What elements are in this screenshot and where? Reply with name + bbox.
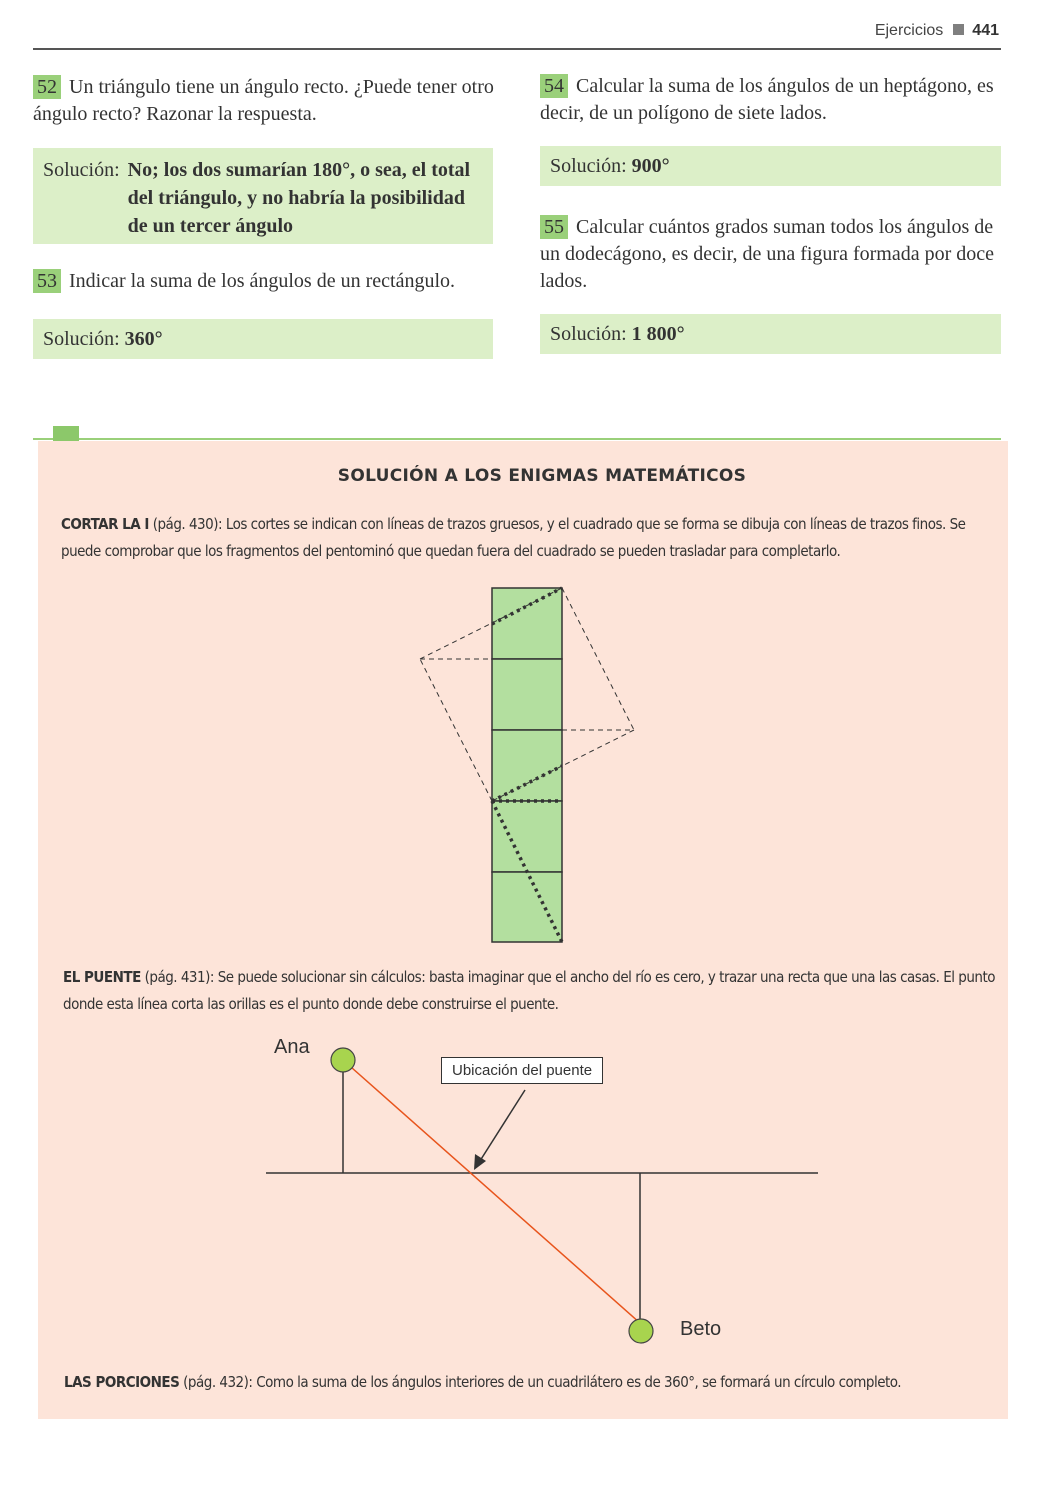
callout-arrow [478, 1090, 525, 1164]
exercise-number-badge: 52 [33, 75, 61, 99]
solution-box-55 [540, 314, 1001, 354]
porciones-text: Como la suma de los ángulos interiores de un cuadrilátero es de 360°, se formará un círculo completo. [256, 1373, 902, 1391]
page-header [875, 22, 999, 40]
bridge-path-line [343, 1060, 640, 1323]
cortar-title: CORTAR LA I [61, 515, 149, 533]
solution-box-52 [33, 148, 493, 244]
solution-label: Solución: [43, 159, 120, 181]
solution-box-53 [33, 319, 493, 359]
pentomino-diagram [410, 580, 650, 950]
beto-house-marker [629, 1319, 653, 1343]
solution-label: Solución: [43, 328, 120, 350]
pentomino-square-4 [492, 801, 562, 872]
porciones-title: LAS PORCIONES [64, 1373, 180, 1391]
solution-text: 900° [631, 155, 670, 177]
porciones-paragraph [64, 1369, 999, 1396]
puente-title: EL PUENTE [63, 968, 141, 986]
exercise-number-badge: 54 [540, 74, 568, 98]
exercise-54 [540, 73, 1002, 127]
cortar-paragraph [61, 511, 996, 565]
solution-text: 1 800° [631, 323, 685, 345]
exercise-text: Calcular cuántos grados suman todos los ángulos de un dodecágono, es decir, de una figura formada por doce lados. [540, 216, 995, 292]
pentomino-square-5 [492, 872, 562, 942]
exercise-text: Un triángulo tiene un ángulo recto. ¿Puede tener otro ángulo recto? Razonar la respuesta. [33, 76, 494, 125]
pentomino-square-1 [492, 588, 562, 659]
solution-label: Solución: [550, 155, 627, 177]
bridge-location-callout: Ubicación del puente [441, 1057, 603, 1084]
puente-paragraph [63, 964, 998, 1018]
ana-label: Ana [274, 1036, 310, 1058]
beto-label: Beto [680, 1318, 722, 1340]
header-rule [33, 48, 1001, 50]
cortar-ref: (pág. 430): [152, 515, 223, 533]
puente-ref: (pág. 431): [144, 968, 214, 986]
page-number: 441 [972, 22, 999, 39]
ana-house-marker [331, 1048, 355, 1072]
solution-label: Solución: [550, 323, 627, 345]
exercise-number-badge: 55 [540, 215, 568, 239]
bridge-diagram [260, 1040, 830, 1350]
solution-text: No; los dos sumarían 180°, o sea, el total del triángulo, y no habría la posibilidad de un tercer ángulo [127, 159, 471, 237]
puente-text: Se puede solucionar sin cálculos: basta imaginar que el ancho del río es cero, y trazar una recta que una las casas. El punto donde esta línea corta las orillas es el punto donde debe construirse el puente. [63, 968, 995, 1013]
exercise-52 [33, 74, 495, 128]
exercise-53 [33, 268, 503, 295]
pentomino-square-2 [492, 659, 562, 730]
porciones-ref: (pág. 432): [183, 1373, 253, 1391]
section-label: Ejercicios [874, 22, 944, 39]
solution-text: 360° [124, 328, 163, 350]
header-square-icon [953, 24, 964, 35]
exercise-number-badge: 53 [33, 269, 61, 293]
solution-box-54 [540, 146, 1001, 186]
exercise-text: Indicar la suma de los ángulos de un rectángulo. [69, 270, 455, 292]
callout-arrowhead [474, 1154, 486, 1170]
exercise-text: Calcular la suma de los ángulos de un heptágono, es decir, de un polígono de siete lados. [540, 75, 994, 124]
exercise-55 [540, 214, 1002, 295]
pentomino-square-3 [492, 730, 562, 801]
cortar-text: Los cortes se indican con líneas de trazos gruesos, y el cuadrado que se forma se dibuja con líneas de trazos finos. Se puede comprobar que los fragmentos del pentominó que quedan fuera del cuadrado se pueden trasladar para completarlo. [61, 515, 966, 560]
enigmas-title: SOLUCIÓN A LOS ENIGMAS MATEMÁTICOS [337, 466, 747, 486]
panel-top-line [33, 438, 1001, 440]
